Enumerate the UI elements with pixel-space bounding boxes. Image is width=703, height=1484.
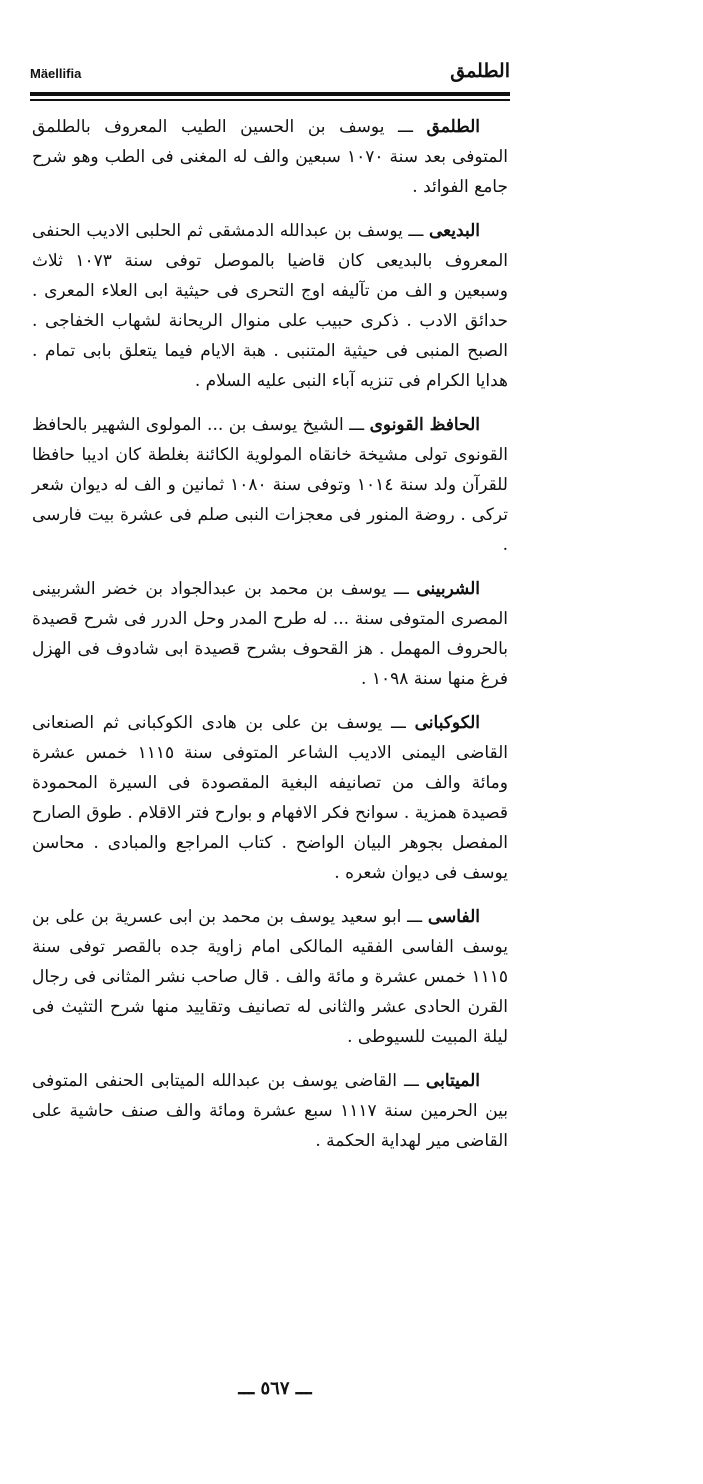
running-header <box>30 60 510 106</box>
entry-paragraph <box>32 410 508 560</box>
entry-text: ـــ يوسف بن على بن هادى الكوكبانى ثم الصنعانى القاضى اليمنى الاديب الشاعر المتوفى سنة ١١١٥ خمس عشرة ومائة والف من تصانيفه البغية المقصودة فى السيرة المحمودة قصيدة همزية . سوانح فكر الافهام و بوارح فتر الاقلام . طوق الصارح المفصل بجوهر البيان الواضح . كتاب المراجع والمبادى . محاسن يوسف فى ديوان شعره . <box>32 713 508 883</box>
entry-paragraph <box>32 216 508 396</box>
header-rule-thick <box>30 92 510 96</box>
entry-paragraph <box>32 1066 508 1156</box>
header-right-text: الطلمق <box>450 60 510 82</box>
header-rule-thin <box>30 99 510 101</box>
entry-text: ـــ القاضى يوسف بن عبدالله الميتابى الحنفى المتوفى بين الحرمين سنة ١١١٧ سبع عشرة ومائة والف صنف حاشية على القاضى مير لهداية الحكمة . <box>32 1071 508 1151</box>
page-body <box>32 112 508 1170</box>
page-number: ـــ ٥٦٧ ـــ <box>238 1378 312 1399</box>
entry-name: الشربينى <box>416 579 480 599</box>
entry-text: ـــ الشيخ يوسف بن ... المولوى الشهير بالحافظ القونوى تولى مشيخة خانقاه المولوية الكائنة بغلطة كان اديبا حافظا للقرآن ولد سنة ١٠١٤ وتوفى سنة ١٠٨٠ ثمانين و الف له ديوان شعر تركى . روضة المنور فى معجزات النبى صلم فى عشرة بيت فارسى . <box>32 415 508 555</box>
entry-paragraph <box>32 902 508 1052</box>
entry-paragraph <box>32 574 508 694</box>
entry-paragraph <box>32 112 508 202</box>
entry-paragraph <box>32 708 508 888</box>
entry-name: البديعى <box>428 221 480 241</box>
entry-text: ـــ يوسف بن محمد بن عبدالجواد بن خضر الشربينى المصرى المتوفى سنة ... له طرح المدر وحل الدرر فى شرح قصيدة بالحروف المهمل . هز القحوف بشرح قصيدة ابى شادوف فى الهزل فرغ منها سنة ١٠٩٨ . <box>32 579 508 689</box>
entry-name: الميتابى <box>425 1071 480 1091</box>
header-left-text: Mäellifia <box>30 66 82 81</box>
entry-text: ـــ ابو سعيد يوسف بن محمد بن ابى عسرية بن على بن يوسف الفاسى الفقيه المالكى امام زاوية جده بالقصر توفى سنة ١١١٥ خمس عشرة و مائة والف . قال صاحب نشر المثانى فى رجال القرن الحادى عشر والثانى له تصانيف وتقاييد منها شرح التثيث فى ليلة المبيت للسيوطى . <box>32 907 508 1047</box>
entry-name: الكوكبانى <box>414 713 480 733</box>
entry-text: ـــ يوسف بن عبدالله الدمشقى ثم الحلبى الاديب الحنفى المعروف بالبديعى كان قاضيا بالموصل توفى سنة ١٠٧٣ ثلاث وسبعين و الف من تآليفه اوج التحرى فى حيثية ابى العلاء المعرى . حدائق الادب . ذكرى حبيب على منوال الريحانة لشهاب الخفاجى . الصبح المنبى فى حيثية المتنبى . هبة الايام فيما يتعلق بابى تمام . هدايا الكرام فى تنزيه آباء النبى عليه السلام . <box>32 221 508 391</box>
entry-name: الفاسى <box>427 907 480 927</box>
entry-text: ـــ يوسف بن الحسين الطيب المعروف بالطلمق المتوفى بعد سنة ١٠٧٠ سبعين والف له المغنى فى الطب وهو شرح جامع الفوائد . <box>32 117 508 197</box>
entry-name: الطلمق <box>426 117 480 137</box>
entry-name: الحافظ القونوى <box>369 415 480 435</box>
